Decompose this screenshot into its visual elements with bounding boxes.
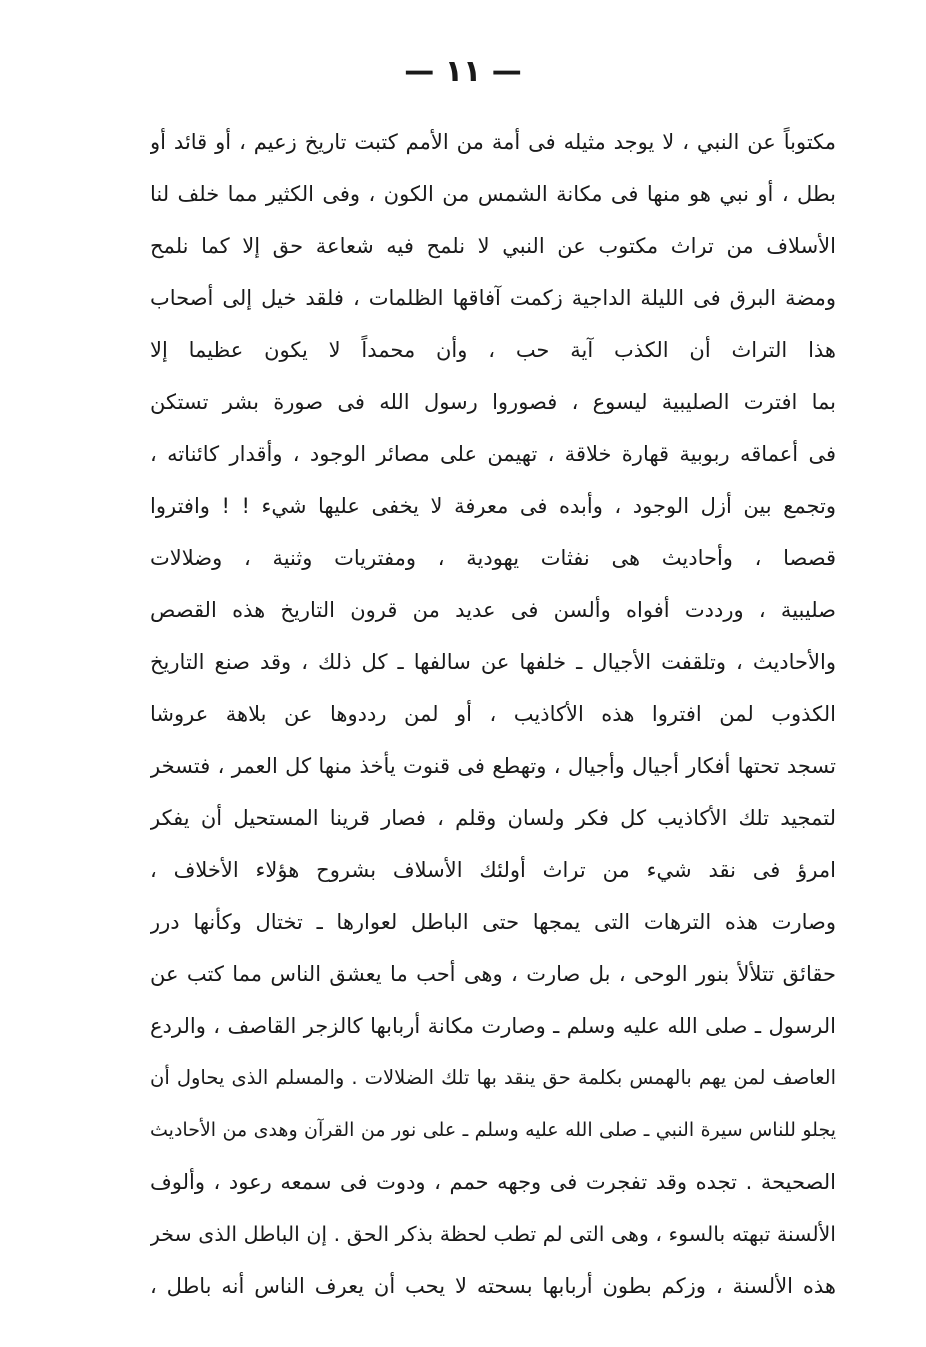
text-line: والأحاديث ، وتلقفت الأجيال ـ خلفها عن سالفها ـ كل ذلك ، وقد صنع التاريخ bbox=[150, 650, 836, 674]
text-line: صليبية ، ورددت أفواه وألسن فى عديد من قرون التاريخ هذه القصص bbox=[150, 598, 836, 622]
text-line: العاصف لمن يهم بالهمس بكلمة حق ينقد بها تلك الضلالات . والمسلم الذى يحاول أن bbox=[150, 1066, 836, 1089]
text-line: الأسلاف من تراث مكتوب عن النبي لا نلمح فيه شعاعة حق إلا كما نلمح bbox=[150, 234, 836, 258]
text-line: امرؤ فى نقد شيء من تراث أولئك الأسلاف بشروح هؤلاء الأخلاف ، bbox=[150, 858, 836, 882]
text-line: تسجد تحتها أفكار أجيال وأجيال ، وتهطع فى قنوت يأخذ منها كل العمر ، فتسخر bbox=[150, 754, 836, 778]
text-line: لتمجيد تلك الأكاذيب كل فكر ولسان وقلم ، فصار قرينا المستحيل أن يفكر bbox=[150, 806, 836, 830]
text-line: هذا التراث أن الكذب آية حب ، وأن محمداً لا يكون عظيما إلا bbox=[150, 338, 836, 362]
text-line: ومضة البرق فى الليلة الداجية زكمت آفاقها الظلمات ، فلقد خيل إلى أصحاب bbox=[150, 286, 836, 310]
text-line: وتجمع بين أزل الوجود ، وأبده فى معرفة لا يخفى عليها شيء ! ! وافتروا bbox=[150, 494, 836, 518]
text-line: بما افترت الصليبية ليسوع ، فصوروا رسول الله فى صورة بشر تستكن bbox=[150, 390, 836, 414]
text-line: يجلو للناس سيرة النبي ـ صلى الله عليه وسلم ـ على نور من القرآن وهدى من الأحاديث bbox=[150, 1119, 836, 1141]
text-line: الرسول ـ صلى الله عليه وسلم ـ وصارت مكانة أربابها كالزجر القاصف ، والردع bbox=[150, 1014, 836, 1038]
text-line: الكذوب لمن افتروا هذه الأكاذيب ، أو لمن رددوها عن بلاهة عروشا bbox=[150, 702, 836, 726]
text-line: الألسنة تبهته بالسوء ، وهى التى لم تطب لحظة بذكر الحق . إن الباطل الذى سخر bbox=[150, 1222, 836, 1246]
text-line: الصحيحة . تجده وقد تفجرت فى وجهه حمم ، ودوت فى سمعه رعود ، وألوف bbox=[150, 1170, 836, 1194]
text-line: بطل ، أو نبي هو منها فى مكانة الشمس من الكون ، وفى الكثير مما خلف لنا bbox=[150, 182, 836, 206]
text-line: فى أعماقه ربوبية قهارة خلاقة ، تهيمن على مصائر الوجود ، وأقدار كائناته ، bbox=[150, 442, 836, 466]
text-line: حقائق تتلألأ بنور الوحى ، بل صارت ، وهى أحب ما يعشق الناس مما كتب عن bbox=[150, 962, 836, 986]
text-line: هذه الألسنة ، وزكم بطون أربابها بسحته لا يحب أن يعرف الناس أنه باطل ، bbox=[150, 1274, 836, 1298]
body-text bbox=[150, 116, 836, 1312]
text-line: وصارت هذه الترهات التى يمجها حتى الباطل لعوارها ـ تختال وكأنها درر bbox=[150, 910, 836, 934]
text-line: قصصا ، وأحاديث هى نفثات يهودية ، ومفتريات وثنية ، وضلالات bbox=[150, 546, 836, 570]
page-number: — ١١ — bbox=[404, 54, 522, 89]
text-line: مكتوباً عن النبي ، لا يوجد مثيله فى أمة من الأمم كتبت تاريخ زعيم ، أو قائد أو bbox=[150, 130, 836, 154]
